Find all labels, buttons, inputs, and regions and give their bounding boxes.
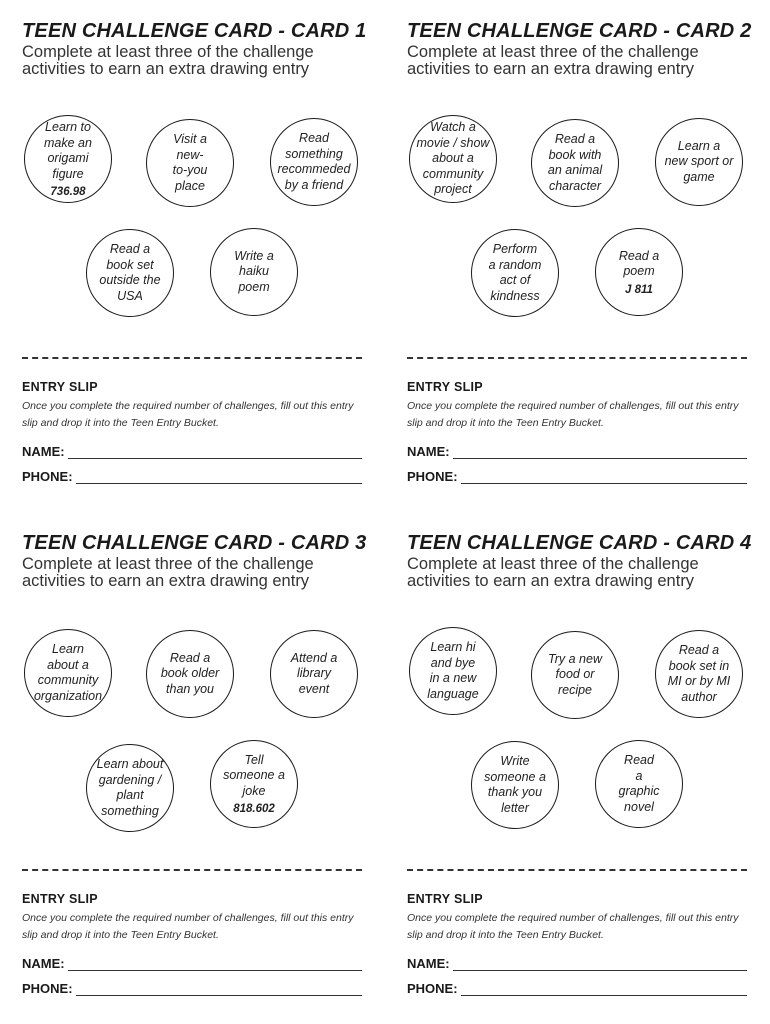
- phone-label: PHONE:: [407, 469, 458, 484]
- card-title: TEEN CHALLENGE CARD - CARD 2: [407, 20, 752, 42]
- phone-blank-line[interactable]: [461, 471, 747, 484]
- name-label: NAME:: [22, 444, 65, 459]
- challenge-text: Read a graphic novel: [618, 753, 660, 814]
- challenge-text: Write someone a thank you letter: [484, 754, 546, 815]
- name-label: NAME:: [407, 444, 450, 459]
- challenge-card-4: [407, 532, 752, 1022]
- name-field[interactable]: [407, 956, 747, 971]
- entry-slip-instructions: Once you complete the required number of challenges, fill out this entry slip and drop it into the Teen Entry Bucket.: [407, 912, 739, 941]
- phone-field[interactable]: [407, 981, 747, 996]
- challenge-circle[interactable]: [531, 631, 619, 719]
- name-blank-line[interactable]: [453, 446, 747, 459]
- challenge-circle[interactable]: [86, 229, 174, 317]
- challenge-text: Learn a new sport or game: [664, 138, 734, 184]
- phone-blank-line[interactable]: [76, 471, 362, 484]
- challenge-card-1: [22, 20, 367, 510]
- cut-line-divider: [22, 357, 362, 359]
- challenge-text: Learn about a community organization: [33, 642, 103, 703]
- challenge-text: Write a haiku poem: [234, 248, 274, 294]
- card-title: TEEN CHALLENGE CARD - CARD 4: [407, 532, 752, 554]
- challenge-text: Attend a library event: [290, 650, 338, 696]
- challenge-text: Read a poem: [618, 248, 660, 278]
- card-subtitle: Complete at least three of the challenge activities to earn an extra drawing entry: [407, 43, 699, 78]
- phone-blank-line[interactable]: [76, 983, 362, 996]
- name-blank-line[interactable]: [68, 958, 362, 971]
- challenge-text: Read a book set in MI or by MI author: [667, 643, 731, 704]
- entry-slip-instructions: Once you complete the required number of challenges, fill out this entry slip and drop it into the Teen Entry Bucket.: [407, 400, 739, 429]
- card-title: TEEN CHALLENGE CARD - CARD 3: [22, 532, 367, 554]
- name-field[interactable]: [22, 956, 362, 971]
- entry-slip-heading: ENTRY SLIP: [407, 380, 483, 394]
- phone-field[interactable]: [407, 469, 747, 484]
- challenge-text: Visit a new- to-you place: [172, 132, 208, 193]
- challenge-circle[interactable]: [409, 115, 497, 203]
- challenge-text: Read a book older than you: [160, 650, 220, 696]
- call-number: J 811: [625, 283, 653, 296]
- challenge-text: Try a new food or recipe: [548, 651, 602, 697]
- challenge-circle[interactable]: [24, 629, 112, 717]
- card-subtitle: Complete at least three of the challenge activities to earn an extra drawing entry: [22, 555, 314, 590]
- cut-line-divider: [407, 869, 747, 871]
- name-blank-line[interactable]: [453, 958, 747, 971]
- call-number: 818.602: [233, 803, 275, 816]
- challenge-circle[interactable]: [270, 630, 358, 718]
- challenge-circle[interactable]: [210, 228, 298, 316]
- cut-line-divider: [407, 357, 747, 359]
- challenge-circle[interactable]: [595, 228, 683, 316]
- phone-label: PHONE:: [22, 469, 73, 484]
- phone-blank-line[interactable]: [461, 983, 747, 996]
- entry-slip-heading: ENTRY SLIP: [22, 892, 98, 906]
- challenge-text: Read something recommeded by a friend: [277, 131, 351, 192]
- call-number: 736.98: [50, 186, 86, 198]
- challenge-text: Watch a movie / show about a community project: [416, 120, 490, 197]
- challenge-text: Tell someone a joke: [223, 752, 285, 798]
- challenge-circle[interactable]: [210, 740, 298, 828]
- challenge-text: Perform a random act of kindness: [488, 242, 542, 303]
- challenge-card-2: [407, 20, 752, 510]
- challenge-circle[interactable]: [146, 630, 234, 718]
- name-label: NAME:: [407, 956, 450, 971]
- challenge-circle[interactable]: [24, 115, 112, 203]
- phone-field[interactable]: [22, 469, 362, 484]
- challenge-circle[interactable]: [655, 630, 743, 718]
- challenge-text: Learn about gardening / plant something: [96, 757, 164, 818]
- challenge-text: Learn hi and bye in a new language: [427, 640, 479, 701]
- phone-label: PHONE:: [22, 981, 73, 996]
- challenge-circle[interactable]: [146, 119, 234, 207]
- cut-line-divider: [22, 869, 362, 871]
- challenge-card-3: [22, 532, 367, 1022]
- card-title: TEEN CHALLENGE CARD - CARD 1: [22, 20, 367, 42]
- name-label: NAME:: [22, 956, 65, 971]
- name-field[interactable]: [407, 444, 747, 459]
- challenge-circle[interactable]: [86, 744, 174, 832]
- entry-slip-instructions: Once you complete the required number of challenges, fill out this entry slip and drop it into the Teen Entry Bucket.: [22, 400, 354, 429]
- entry-slip-instructions: Once you complete the required number of challenges, fill out this entry slip and drop it into the Teen Entry Bucket.: [22, 912, 354, 941]
- challenge-text: Read a book set outside the USA: [99, 242, 161, 303]
- challenge-circle[interactable]: [270, 118, 358, 206]
- challenge-circle[interactable]: [471, 229, 559, 317]
- challenge-circle[interactable]: [531, 119, 619, 207]
- phone-field[interactable]: [22, 981, 362, 996]
- entry-slip-heading: ENTRY SLIP: [22, 380, 98, 394]
- challenge-text: Read a book with an animal character: [547, 132, 603, 193]
- challenge-circle[interactable]: [595, 740, 683, 828]
- name-field[interactable]: [22, 444, 362, 459]
- challenge-circle[interactable]: [655, 118, 743, 206]
- challenge-text: Learn to make an origami figure: [44, 120, 92, 181]
- challenge-circle[interactable]: [409, 627, 497, 715]
- entry-slip-heading: ENTRY SLIP: [407, 892, 483, 906]
- challenge-circle[interactable]: [471, 741, 559, 829]
- name-blank-line[interactable]: [68, 446, 362, 459]
- card-subtitle: Complete at least three of the challenge activities to earn an extra drawing entry: [407, 555, 699, 590]
- card-subtitle: Complete at least three of the challenge activities to earn an extra drawing entry: [22, 43, 314, 78]
- phone-label: PHONE:: [407, 981, 458, 996]
